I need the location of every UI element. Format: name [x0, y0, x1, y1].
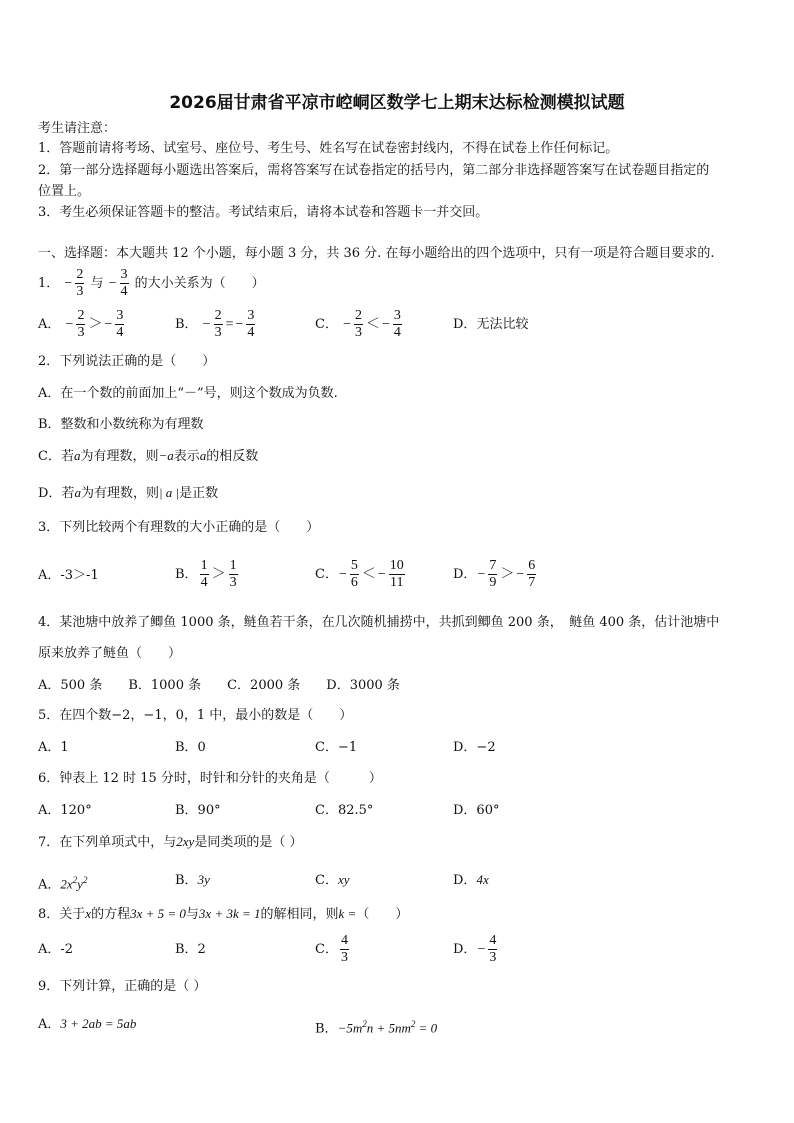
q3-b-num-1: 1 — [200, 558, 208, 573]
q3-option-b[interactable] — [175, 557, 240, 593]
q6-option-c[interactable]: C．82.5° — [315, 803, 374, 818]
q7-d-label: D． — [453, 873, 477, 888]
q3-option-a[interactable]: A．-3＞-1 — [38, 568, 99, 583]
q8-k: k = — [338, 906, 357, 921]
q3-d-frac-2 — [527, 558, 536, 591]
q8-c-frac — [340, 933, 349, 966]
q7-option-c[interactable] — [315, 871, 350, 890]
q1-b-num-2: 3 — [247, 308, 255, 323]
q7-a-base: 2x — [60, 876, 73, 892]
q2-c-pre: C．若 — [38, 449, 74, 464]
q1-b-num-1: 2 — [214, 308, 222, 323]
q1-tail: 的大小关系为（ ） — [134, 276, 265, 291]
q1-frac-2-num: 3 — [120, 267, 128, 282]
q7-stem-expr: 2xy — [176, 834, 195, 849]
q8-mid2: 与 — [185, 907, 199, 922]
q7-a-label: A． — [38, 877, 61, 893]
q7-c-expr: xy — [337, 872, 350, 887]
q1-a-neg-2: − — [104, 317, 113, 332]
q9-b-tail: = 0 — [415, 1020, 438, 1036]
q3-d-den-2: 7 — [528, 575, 536, 590]
q3-d-num-2: 6 — [528, 558, 536, 573]
q9-b-exp2: 2 — [410, 1019, 416, 1029]
q1-b-neg-2: − — [235, 317, 244, 332]
question-2: 2．下列说法正确的是（ ） — [38, 354, 216, 369]
q7-d-expr: 4x — [476, 872, 489, 887]
q3-b-den-1: 4 — [200, 575, 208, 590]
q3-c-den-1: 6 — [350, 575, 358, 590]
notice-item-3: 3．考生必须保证答题卡的整洁。考试结束后，请将本试卷和答题卡一并交回。 — [38, 205, 489, 220]
q7-c-label: C． — [315, 873, 338, 888]
q8-option-d[interactable] — [453, 932, 499, 968]
q8-var: x — [85, 906, 92, 921]
notice-item-2: 2．第一部分选择题每小题选出答案后，需将答案写在试卷指定的括号内，第二部分非选择题答案写在试卷题目指定的 — [38, 163, 710, 178]
q3-d-den-1: 9 — [489, 575, 497, 590]
q8-mid3: 的解相同，则 — [260, 907, 339, 922]
section-header: 一、选择题：本大题共 12 个小题，每小题 3 分，共 36 分. 在每小题给出的四个选项中，只有一项是符合题目要求的. — [38, 246, 715, 261]
q1-c-num-1: 2 — [355, 308, 362, 323]
q3-c-frac-1 — [350, 558, 359, 591]
page-title: 2026届甘肃省平凉市崆峒区数学七上期末达标检测模拟试题 — [169, 93, 625, 113]
q4-options[interactable]: A．500 条 B．1000 条 C．2000 条 D．3000 条 — [38, 678, 400, 693]
q3-c-label: C． — [315, 567, 338, 582]
q9-b-mid: n + 5nm — [366, 1020, 411, 1036]
q3-b-frac-1 — [200, 558, 209, 591]
q3-option-d[interactable] — [453, 557, 538, 593]
q5-option-a[interactable]: A．1 — [38, 740, 69, 755]
q7-option-b[interactable] — [175, 871, 210, 890]
q7-option-d[interactable] — [453, 871, 489, 890]
q2-d-mid: 为有理数，则 — [80, 486, 159, 501]
q2-d-var: a — [74, 485, 81, 500]
q1-b-frac-2 — [246, 308, 255, 341]
q1-c-op: ＜ — [366, 317, 380, 332]
q3-c-den-2: 11 — [390, 575, 404, 590]
q3-d-neg-2: − — [516, 567, 525, 582]
q1-option-d-label: D． — [453, 317, 477, 332]
question-3: 3．下列比较两个有理数的大小正确的是（ ） — [38, 520, 320, 535]
q8-option-a[interactable]: A．-2 — [38, 942, 74, 957]
q6-option-b[interactable]: B．90° — [175, 803, 221, 818]
q2-option-d[interactable] — [38, 484, 218, 503]
q1-a-num-2: 3 — [116, 308, 124, 323]
q1-c-num-2: 3 — [393, 308, 401, 323]
notice-heading: 考生请注意： — [38, 121, 117, 136]
q8-c-num: 4 — [340, 933, 348, 948]
q3-d-num-1: 7 — [489, 558, 497, 573]
q1-c-frac-2 — [393, 308, 402, 341]
q1-option-d[interactable] — [453, 316, 528, 334]
q1-b-neg-1: − — [202, 317, 211, 332]
q8-d-num: 4 — [489, 933, 497, 948]
q3-b-op: ＞ — [211, 567, 226, 582]
q1-a-op: ＞ — [88, 317, 103, 332]
q1-b-frac-1 — [214, 308, 223, 341]
question-4: 4．某池塘中放养了鲫鱼 1000 条，鲢鱼若干条，在几次随机捕捞中，共抓到鲫鱼 200 条， 鲢鱼 400 条，估计池塘中 — [38, 615, 720, 630]
q1-b-den-2: 4 — [247, 325, 255, 340]
q1-a-frac-2 — [115, 308, 124, 341]
q3-b-frac-2 — [229, 558, 238, 591]
q1-a-neg-1: − — [65, 317, 74, 332]
q5-option-d[interactable]: D．−2 — [453, 740, 496, 755]
q1-frac-1-num: 2 — [76, 267, 84, 282]
q3-c-num-2: 10 — [389, 558, 404, 573]
q1-c-neg-1: − — [343, 317, 351, 332]
q5-option-c[interactable]: C．−1 — [315, 740, 358, 755]
q8-d-den: 3 — [489, 950, 497, 965]
question-4-cont: 原来放养了鲢鱼（ ） — [38, 646, 182, 661]
q1-frac-2 — [120, 267, 129, 300]
q7-stem-pre: 7．在下列单项式中，与 — [38, 835, 177, 850]
q6-option-d[interactable]: D．60° — [453, 803, 500, 818]
q1-a-frac-1 — [76, 308, 85, 341]
q3-b-num-2: 1 — [229, 558, 237, 573]
q9-b-pre: −5m — [337, 1020, 363, 1036]
question-5: 5．在四个数−2，−1，0，1 中，最小的数是（ ） — [38, 708, 353, 723]
q2-option-a[interactable]: A．在一个数的前面加上“－”号，则这个数成为负数. — [38, 386, 338, 401]
q1-a-den-1: 3 — [77, 325, 85, 340]
q8-d-frac — [488, 933, 497, 966]
q8-d-neg: − — [477, 942, 486, 957]
q1-c-den-1: 3 — [355, 325, 362, 340]
q9-b-label: B． — [315, 1021, 338, 1037]
notice-item-2-cont: 位置上。 — [38, 184, 91, 199]
q3-d-op: ＞ — [500, 567, 515, 582]
q7-stem-tail: 是同类项的是（ ） — [194, 835, 303, 850]
q7-a-exp2: 2 — [82, 875, 88, 885]
q3-d-label: D． — [453, 567, 477, 582]
q1-number: 1． — [38, 276, 60, 291]
q1-option-a[interactable] — [38, 307, 126, 343]
q2-option-b[interactable]: B．整数和小数统称为有理数 — [38, 417, 204, 432]
question-9: 9．下列计算，正确的是（ ） — [38, 979, 207, 994]
q9-b-exp1: 2 — [362, 1019, 367, 1029]
q8-c-label: C． — [315, 942, 338, 957]
q8-tail: （ ） — [356, 907, 409, 922]
q2-c-mid2: 表示 — [173, 449, 200, 464]
q3-c-neg-2: − — [377, 567, 386, 582]
q2-c-tail: 的相反数 — [206, 449, 259, 464]
q8-c-den: 3 — [340, 950, 348, 965]
q2-c-var2: a — [199, 448, 207, 463]
q7-b-expr: 3y — [197, 872, 210, 887]
q3-c-num-1: 5 — [350, 558, 358, 573]
notice-item-1: 1．答题前请将考场、试室号、座位号、考生号、姓名写在试卷密封线内，不得在试卷上作任何标记。 — [38, 141, 619, 156]
q7-option-a[interactable] — [38, 871, 87, 894]
question-1 — [38, 266, 265, 302]
q2-d-abs: | a | — [158, 485, 180, 500]
q1-a-den-2: 4 — [116, 325, 124, 340]
q3-d-neg-1: − — [477, 567, 486, 582]
q1-b-den-1: 3 — [214, 325, 222, 340]
q1-option-b[interactable] — [175, 307, 257, 343]
q3-c-neg-1: − — [338, 567, 347, 582]
q8-option-b[interactable]: B．2 — [175, 942, 206, 957]
q1-mid: 与 — [90, 276, 104, 291]
q8-eq2: 3x + 3k = 1 — [198, 906, 261, 921]
q8-mid: 的方程 — [91, 907, 131, 922]
q3-c-op: ＜ — [361, 567, 376, 582]
q9-option-a[interactable] — [38, 1015, 136, 1034]
q2-c-mid: 为有理数，则 — [80, 449, 159, 464]
q3-b-den-2: 3 — [229, 575, 237, 590]
q3-c-frac-2 — [389, 558, 405, 591]
q1-c-frac-1 — [354, 308, 363, 341]
q3-d-frac-1 — [488, 558, 497, 591]
q1-frac-2-den: 4 — [120, 284, 128, 299]
q6-option-a[interactable]: A．120° — [38, 803, 92, 818]
q9-option-b[interactable] — [315, 1015, 437, 1038]
q8-eq1: 3x + 5 = 0 — [130, 906, 186, 921]
q1-neg-2: − — [108, 276, 117, 291]
q1-a-num-1: 2 — [77, 308, 85, 323]
q7-a-y: y — [77, 876, 83, 892]
q3-b-label: B． — [175, 567, 198, 582]
q1-option-c-label: C． — [315, 317, 338, 332]
q1-option-c[interactable] — [315, 307, 404, 343]
q1-option-b-label: B． — [175, 317, 198, 332]
q1-b-op: = — [225, 317, 234, 332]
q8-option-c[interactable] — [315, 932, 351, 968]
q1-neg-1: − — [64, 276, 73, 291]
q2-option-c[interactable] — [38, 447, 258, 466]
q7-b-label: B． — [175, 873, 198, 888]
q7-a-exp1: 2 — [72, 875, 78, 885]
q1-frac-1-den: 3 — [76, 284, 84, 299]
q2-c-var: a — [73, 448, 81, 463]
q1-option-d-text: 无法比较 — [476, 317, 529, 332]
question-6: 6．钟表上 12 时 15 分时，时针和分针的夹角是（ ） — [38, 771, 382, 786]
q3-option-c[interactable] — [315, 557, 407, 593]
q2-d-pre: D．若 — [38, 486, 75, 501]
question-7 — [38, 833, 302, 852]
q9-a-expr: 3 + 2ab = 5ab — [60, 1016, 137, 1031]
q2-c-neg: −a — [158, 448, 174, 463]
q8-d-label: D． — [453, 942, 477, 957]
q1-frac-1 — [75, 267, 84, 300]
q2-d-tail: 是正数 — [179, 486, 219, 501]
q5-option-b[interactable]: B．0 — [175, 740, 206, 755]
q9-a-label: A． — [38, 1017, 61, 1032]
q1-c-neg-2: − — [382, 317, 390, 332]
question-8 — [38, 905, 408, 924]
q1-option-a-label: A． — [38, 317, 61, 332]
q1-c-den-2: 4 — [393, 325, 401, 340]
q8-pre: 8．关于 — [38, 907, 86, 922]
